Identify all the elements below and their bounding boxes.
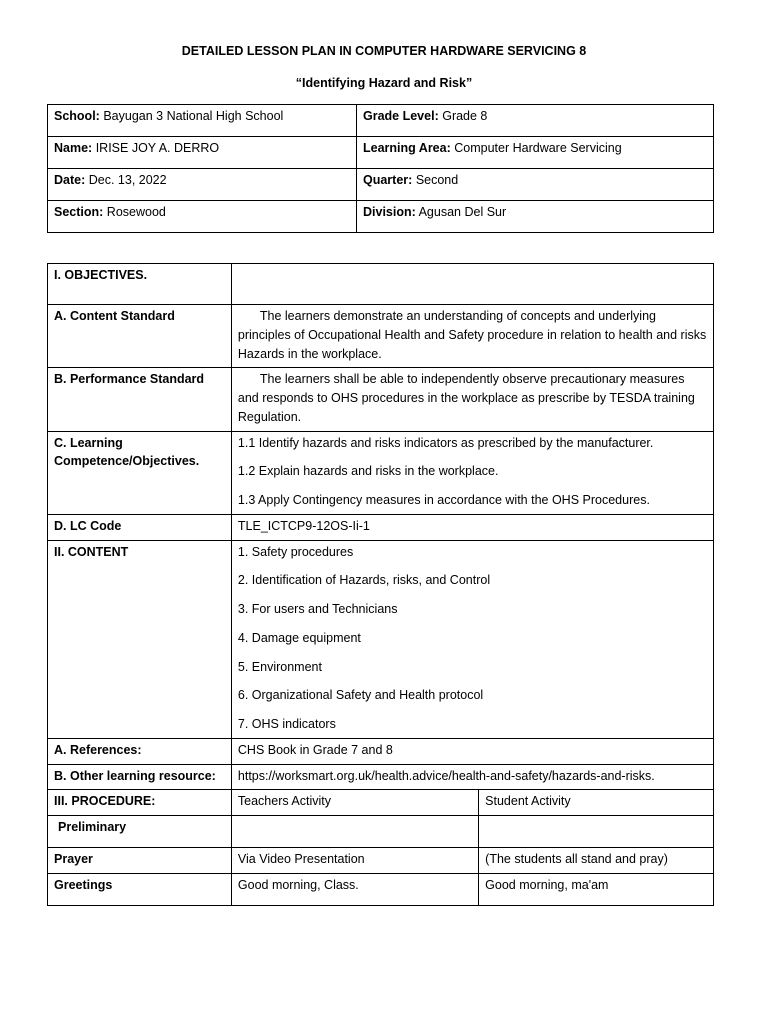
greetings-label: Greetings bbox=[48, 873, 232, 905]
preliminary-student bbox=[479, 816, 714, 848]
list-item: 1.3 Apply Contingency measures in accordance with the OHS Procedures. bbox=[237, 493, 650, 507]
table-row bbox=[48, 368, 714, 431]
table-row bbox=[48, 305, 714, 368]
table-row bbox=[48, 431, 714, 514]
performance-standard-value: The learners shall be able to independently observe precautionary measures and responds to OHS procedures in the workplace as prescribe by TESDA training Regulation. bbox=[231, 368, 713, 431]
list-item: 1.1 Identify hazards and risks indicators as prescribed by the manufacturer. bbox=[237, 435, 654, 450]
table-row bbox=[48, 137, 714, 169]
table-row bbox=[48, 105, 714, 137]
references-value: CHS Book in Grade 7 and 8 bbox=[231, 738, 713, 764]
content-label: II. CONTENT bbox=[48, 540, 232, 738]
lc-code-value: TLE_ICTCP9-12OS-Ii-1 bbox=[231, 514, 713, 540]
table-row bbox=[48, 169, 714, 201]
quarter-cell: Quarter: Second bbox=[357, 169, 714, 201]
area-cell: Learning Area: Computer Hardware Servicing bbox=[357, 137, 714, 169]
info-table bbox=[47, 104, 714, 233]
table-row bbox=[48, 764, 714, 790]
performance-standard-label: B. Performance Standard bbox=[48, 368, 232, 431]
list-item: 7. OHS indicators bbox=[237, 717, 336, 731]
objectives-label: I. OBJECTIVES. bbox=[48, 264, 232, 305]
table-row bbox=[48, 738, 714, 764]
learning-competence-value bbox=[231, 431, 713, 514]
division-cell: Division: Agusan Del Sur bbox=[357, 201, 714, 233]
list-item: 5. Environment bbox=[237, 659, 322, 674]
grade-cell: Grade Level: Grade 8 bbox=[357, 105, 714, 137]
references-label: A. References: bbox=[48, 738, 232, 764]
content-standard-label: A. Content Standard bbox=[48, 305, 232, 368]
date-cell: Date: Dec. 13, 2022 bbox=[48, 169, 357, 201]
preliminary-label: Preliminary bbox=[48, 816, 232, 848]
preliminary-teacher bbox=[231, 816, 478, 848]
table-row bbox=[48, 816, 714, 848]
list-item: 6. Organizational Safety and Health protocol bbox=[237, 688, 484, 703]
greetings-teacher: Good morning, Class. bbox=[231, 873, 478, 905]
list-item: 3. For users and Technicians bbox=[237, 602, 398, 616]
table-row bbox=[48, 201, 714, 233]
content-value bbox=[231, 540, 713, 738]
teacher-activity-header: Teachers Activity bbox=[231, 790, 478, 816]
list-item: 2. Identification of Hazards, risks, and Control bbox=[237, 573, 491, 588]
prayer-teacher: Via Video Presentation bbox=[231, 848, 478, 874]
list-item: 4. Damage equipment bbox=[237, 630, 361, 645]
document-title: DETAILED LESSON PLAN IN COMPUTER HARDWARE SERVICING 8 bbox=[181, 44, 587, 58]
section-cell: Section: Rosewood bbox=[48, 201, 357, 233]
table-row bbox=[48, 514, 714, 540]
prayer-label: Prayer bbox=[48, 848, 232, 874]
greetings-student: Good morning, ma'am bbox=[479, 873, 714, 905]
name-cell: Name: IRISE JOY A. DERRO bbox=[48, 137, 357, 169]
list-item: 1. Safety procedures bbox=[237, 544, 354, 559]
procedure-label: III. PROCEDURE: bbox=[48, 790, 232, 816]
objectives-value bbox=[231, 264, 713, 305]
table-row bbox=[48, 848, 714, 874]
other-resource-label: B. Other learning resource: bbox=[48, 764, 232, 790]
table-row bbox=[48, 873, 714, 905]
other-resource-value: https://worksmart.org.uk/health.advice/health-and-safety/hazards-and-risks. bbox=[231, 764, 713, 790]
lc-code-label: D. LC Code bbox=[48, 514, 232, 540]
learning-competence-label: C. Learning Competence/Objectives. bbox=[48, 431, 232, 514]
school-cell: School: Bayugan 3 National High School bbox=[48, 105, 357, 137]
lesson-plan-table bbox=[47, 263, 714, 906]
content-standard-value: The learners demonstrate an understanding of concepts and underlying principles of Occupational Health and Safety procedure in relation to health and risks Hazards in the workplace. bbox=[231, 305, 713, 368]
list-item: 1.2 Explain hazards and risks in the workplace. bbox=[237, 464, 499, 479]
table-row bbox=[48, 264, 714, 305]
table-row bbox=[48, 540, 714, 738]
document-subtitle: “Identifying Hazard and Risk” bbox=[295, 76, 473, 90]
prayer-student: (The students all stand and pray) bbox=[479, 848, 714, 874]
student-activity-header: Student Activity bbox=[479, 790, 714, 816]
table-row bbox=[48, 790, 714, 816]
